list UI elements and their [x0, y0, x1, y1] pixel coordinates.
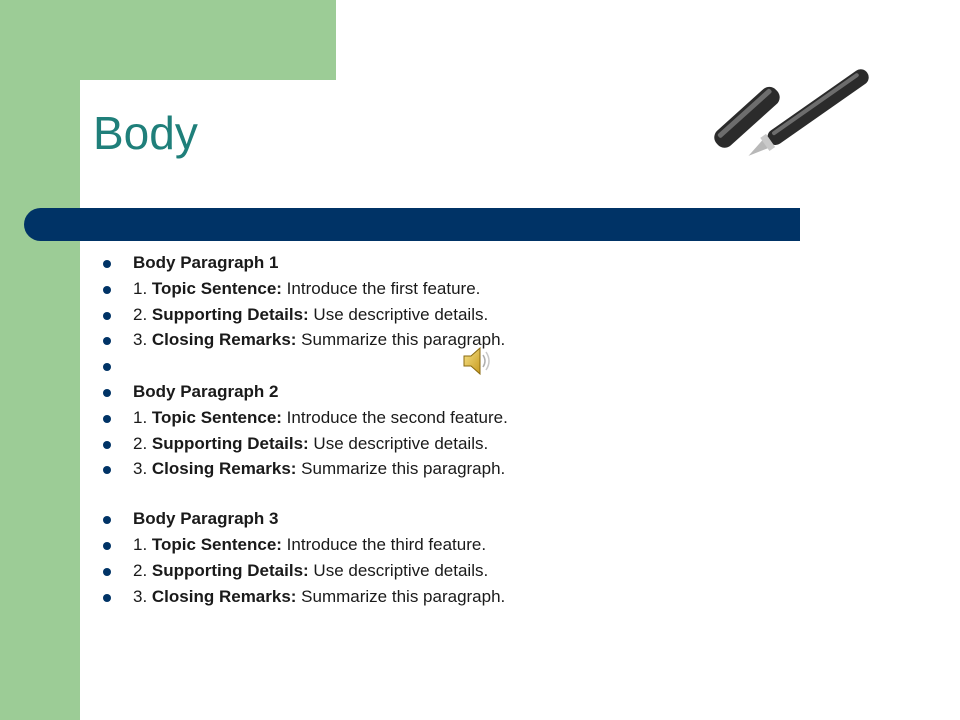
item-label: Supporting Details:: [151, 304, 309, 324]
item-number: 1.: [133, 278, 152, 298]
item-number: 2.: [133, 560, 152, 580]
item-text: Summarize this paragraph.: [296, 459, 506, 479]
section-heading: Body Paragraph 3: [133, 509, 279, 529]
item-label: Supporting Details:: [151, 433, 309, 453]
item-number: 1.: [133, 534, 152, 554]
item-label: Closing Remarks:: [151, 586, 297, 606]
item-number: 3.: [133, 586, 152, 606]
list-item: [100, 433, 720, 459]
section-heading: Body Paragraph 1: [133, 253, 279, 272]
item-label: Topic Sentence:: [151, 278, 282, 298]
list-item: [100, 304, 720, 330]
bullet-list: [100, 252, 720, 611]
item-text: Introduce the third feature.: [281, 534, 487, 554]
item-text: Use descriptive details.: [308, 304, 489, 324]
pen-and-cap-icon: [704, 40, 884, 180]
item-number: 2.: [133, 433, 152, 453]
list-item: [100, 458, 720, 484]
item-text: Summarize this paragraph.: [296, 330, 506, 350]
item-number: 1.: [133, 407, 152, 427]
item-text: Introduce the first feature.: [281, 278, 481, 298]
item-label: Closing Remarks:: [151, 459, 297, 479]
list-item-empty: [100, 355, 720, 381]
item-text: Use descriptive details.: [308, 433, 489, 453]
list-item-heading-3: [100, 508, 720, 534]
top-green-band: [80, 0, 336, 80]
list-item: [100, 586, 720, 612]
list-item: [100, 560, 720, 586]
list-item: [100, 407, 720, 433]
list-item-heading-1: [100, 252, 720, 278]
item-label: Topic Sentence:: [151, 534, 282, 554]
item-label: Closing Remarks:: [151, 330, 297, 350]
item-label: Topic Sentence:: [151, 407, 282, 427]
list-item-heading-2: [100, 381, 720, 407]
item-number: 3.: [133, 330, 152, 350]
list-item: [100, 278, 720, 304]
item-number: 2.: [133, 304, 152, 324]
list-item: [100, 329, 720, 355]
slide-title: Body: [93, 107, 198, 159]
section-heading: Body Paragraph 2: [133, 381, 279, 401]
item-text: Summarize this paragraph.: [296, 586, 506, 606]
list-item: [100, 534, 720, 560]
speaker-sound-icon[interactable]: [460, 344, 494, 378]
item-label: Supporting Details:: [151, 560, 309, 580]
item-number: 3.: [133, 459, 152, 479]
item-text: Use descriptive details.: [308, 560, 489, 580]
item-text: Introduce the second feature.: [281, 407, 508, 427]
left-green-band: [0, 0, 80, 720]
title-underline-bar: [24, 208, 800, 241]
